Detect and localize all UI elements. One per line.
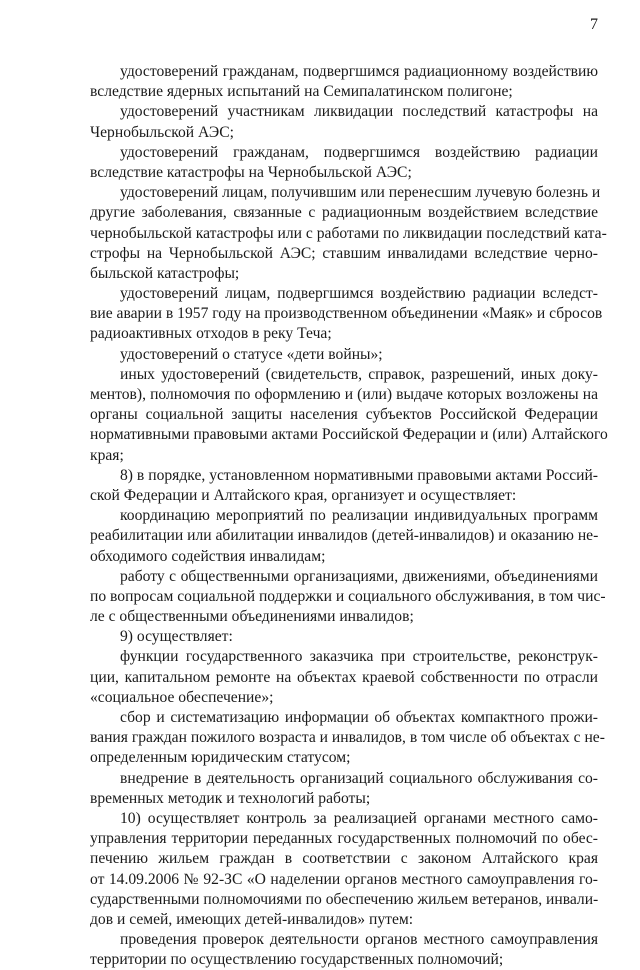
- text-line: определенным юридическим статусом;: [90, 749, 351, 767]
- text-line: удостоверений участникам ликвидации последствий катастрофы на: [120, 103, 598, 121]
- text-line: ции, капитальном ремонте на объектах краевой собственности по отрасли: [90, 668, 598, 686]
- text-line: координацию мероприятий по реализации индивидуальных программ: [120, 507, 598, 525]
- text-line: Чернобыльской АЭС;: [90, 123, 234, 141]
- text-line: вие аварии в 1957 году на производственном объединении «Маяк» и сбросов: [90, 305, 603, 323]
- text-line: органы социальной защиты населения субъектов Российской Федерации: [90, 406, 598, 424]
- text-line: 9) осуществляет:: [120, 628, 233, 646]
- text-line: ментов), полномочия по оформлению и (или) выдаче которых возложены на: [90, 386, 598, 403]
- text-line: сбор и систематизацию информации об объектах компактного прожи-: [120, 709, 598, 726]
- document-body: [90, 62, 608, 970]
- text-line: функции государственного заказчика при строительстве, реконструк-: [120, 648, 598, 666]
- text-line: вания граждан пожилого возраста и инвалидов, в том числе об объектах с не-: [90, 729, 605, 747]
- text-line: другие заболевания, связанные с радиационным воздействием вследствие: [90, 204, 598, 222]
- text-line: удостоверений лицам, получившим или перенесшим лучевую болезнь и: [120, 184, 601, 202]
- text-line: 10) осуществляет контроль за реализацией органами местного само-: [120, 809, 598, 827]
- text-line: управления территории переданных государственных полномочий по обес-: [90, 830, 598, 848]
- text-line: реабилитации или абилитации инвалидов (детей-инвалидов) и оказанию не-: [90, 527, 599, 545]
- text-line: печению жильем граждан в соответствии с законом Алтайского края: [90, 850, 598, 868]
- text-line: строфы на Чернобыльской АЭС; ставшим инвалидами вследствие черно-: [90, 244, 598, 262]
- text-line: обходимого содействия инвалидам;: [90, 547, 326, 565]
- text-line: ской Федерации и Алтайского края, организует и осуществляет:: [90, 486, 517, 504]
- text-line: быльской катастрофы;: [90, 264, 240, 282]
- text-line: территории по осуществлению государственных полномочий;: [90, 951, 504, 969]
- text-line: дов и семей, имеющих детей-инвалидов» путем:: [90, 910, 414, 928]
- text-line: вследствие катастрофы на Чернобыльской АЭС;: [90, 163, 412, 181]
- text-line: ле с общественными объединениями инвалидов;: [90, 608, 414, 626]
- text-line: иных удостоверений (свидетельств, справок, разрешений, иных доку-: [120, 365, 598, 383]
- page-number: 7: [590, 16, 598, 33]
- text-line: работу с общественными организациями, движениями, объединениями: [120, 567, 598, 585]
- text-line: от 14.09.2006 № 92-ЗС «О наделении органов местного самоуправления го-: [90, 870, 598, 888]
- text-line: вследствие ядерных испытаний на Семипалатинском полигоне;: [90, 83, 513, 101]
- text-line: удостоверений гражданам, подвергшимся радиационному воздействию: [120, 63, 598, 80]
- text-line: радиоактивных отходов в реку Теча;: [90, 325, 332, 343]
- text-line: «социальное обеспечение»;: [90, 688, 274, 706]
- text-line: чернобыльской катастрофы или с работами по ликвидации последствий ката-: [90, 224, 607, 242]
- text-line: удостоверений о статусе «дети войны»;: [120, 345, 383, 363]
- text-line: по вопросам социальной поддержки и социального обслуживания, в том чис-: [90, 587, 606, 605]
- text-line: нормативными правовыми актами Российской Федерации и (или) Алтайского: [90, 426, 608, 444]
- text-line: удостоверений лицам, подвергшимся воздействию радиации вследст-: [120, 285, 598, 303]
- text-line: проведения проверок деятельности органов местного самоуправления: [120, 931, 598, 949]
- text-line: временных методик и технологий работы;: [90, 789, 371, 807]
- text-line: внедрение в деятельность организаций социального обслуживания со-: [120, 769, 598, 787]
- text-line: сударственными полномочиями по обеспечению жильем ветеранов, инвали-: [90, 890, 599, 908]
- text-line: края;: [90, 446, 124, 464]
- text-line: 8) в порядке, установленном нормативными правовыми актами Россий-: [120, 466, 598, 484]
- text-line: удостоверений гражданам, подвергшимся воздействию радиации: [120, 143, 598, 161]
